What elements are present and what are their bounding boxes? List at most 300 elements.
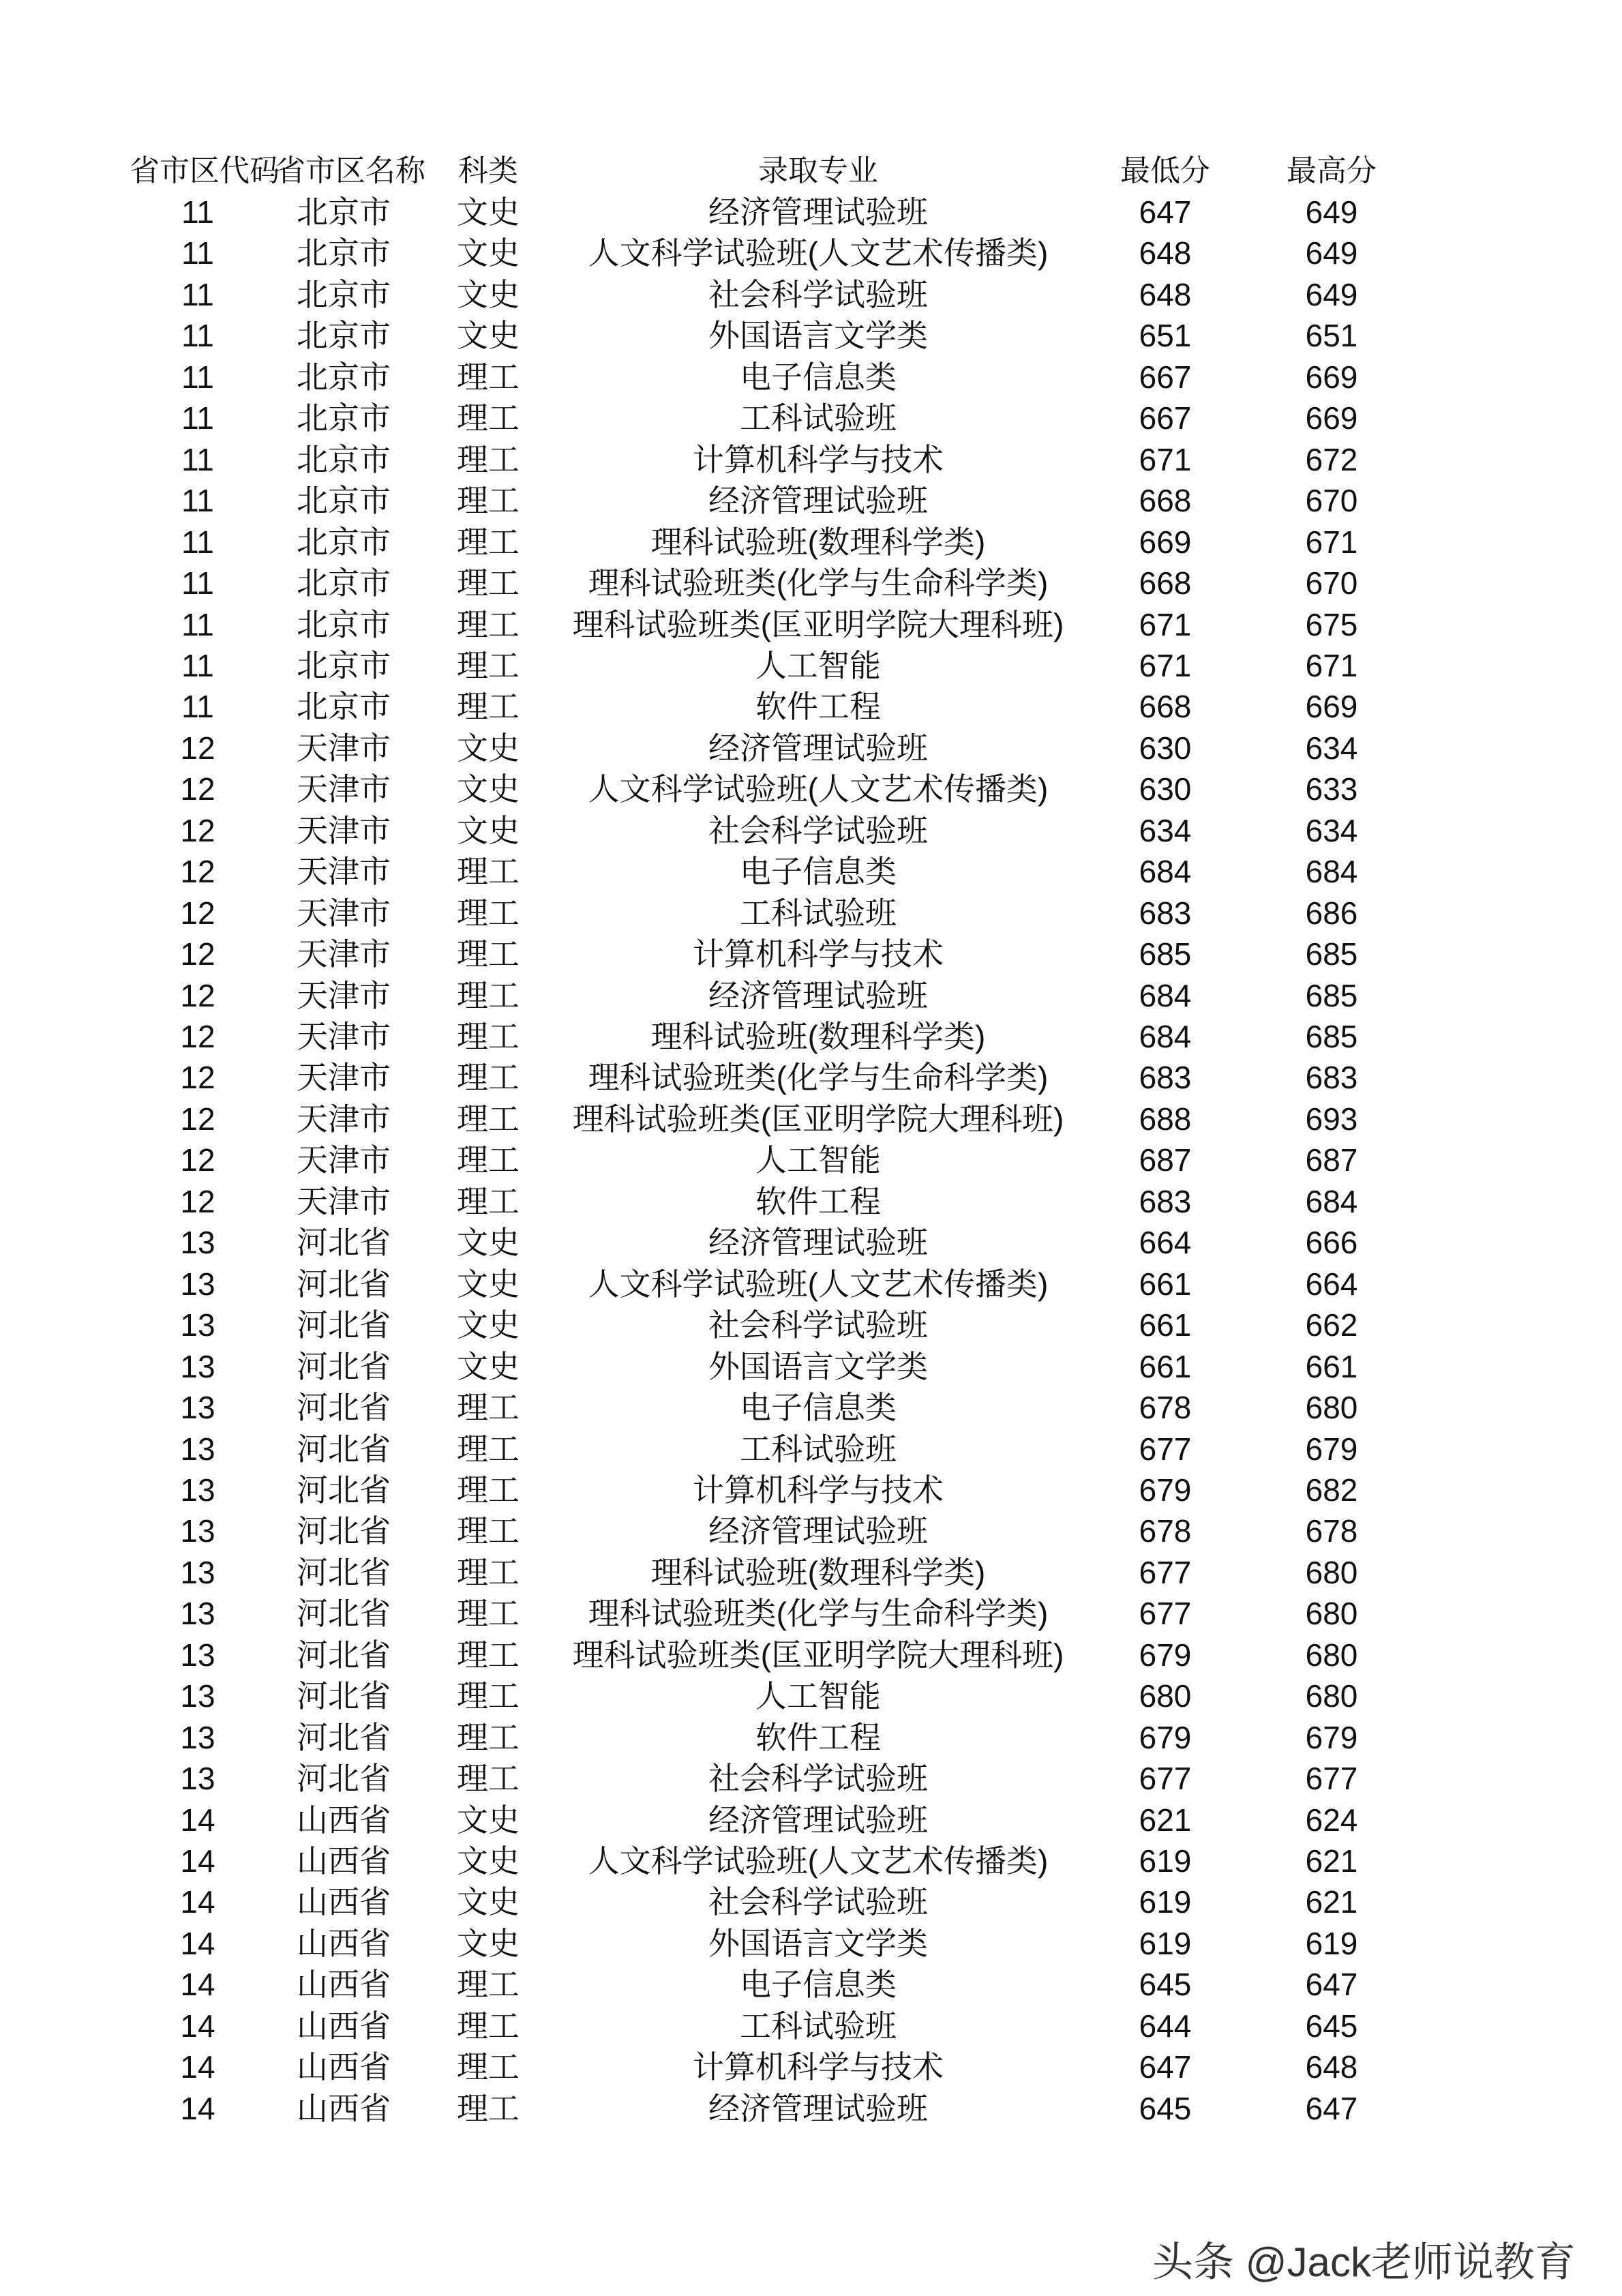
cell-major: 人工智能	[755, 647, 881, 683]
cell-code: 13	[180, 1266, 215, 1302]
cell-min-score: 645	[1139, 2090, 1192, 2126]
cell-type: 理工	[457, 1719, 520, 1755]
cell-min-score: 664	[1139, 1225, 1192, 1261]
cell-major: 电子信息类	[740, 854, 897, 890]
cell-max-score: 621	[1305, 1884, 1358, 1920]
cell-name: 河北省	[297, 1513, 391, 1549]
table-row	[0, 1387, 1622, 1428]
cell-type: 理工	[457, 1678, 520, 1714]
cell-code: 14	[180, 2008, 215, 2044]
cell-name: 河北省	[297, 1390, 391, 1426]
cell-name: 河北省	[297, 1637, 391, 1673]
table-row	[0, 2088, 1622, 2129]
cell-code: 13	[180, 1348, 215, 1384]
cell-code: 11	[181, 483, 214, 519]
cell-max-score: 675	[1305, 606, 1358, 642]
cell-max-score: 670	[1305, 565, 1358, 601]
cell-code: 12	[180, 854, 215, 890]
table-row	[0, 1304, 1622, 1345]
cell-type: 理工	[457, 1431, 520, 1467]
cell-min-score: 619	[1139, 1843, 1192, 1879]
cell-code: 13	[180, 1472, 215, 1508]
cell-max-score: 670	[1305, 483, 1358, 519]
cell-max-score: 680	[1305, 1554, 1358, 1590]
cell-type: 理工	[457, 483, 520, 519]
cell-major: 社会科学试验班	[708, 1307, 928, 1343]
cell-min-score: 683	[1139, 895, 1192, 931]
cell-major: 人文科学试验班(人文艺术传播类)	[588, 771, 1049, 807]
cell-major: 理科试验班类(化学与生命科学类)	[588, 1060, 1049, 1096]
cell-type: 理工	[457, 1390, 520, 1426]
cell-min-score: 677	[1139, 1596, 1192, 1632]
cell-type: 理工	[457, 854, 520, 890]
cell-max-score: 680	[1305, 1678, 1358, 1714]
cell-min-score: 648	[1139, 276, 1192, 312]
table-row	[0, 398, 1622, 438]
cell-max-score: 666	[1305, 1225, 1358, 1261]
table-row	[0, 233, 1622, 273]
cell-name: 河北省	[297, 1761, 391, 1797]
table-row	[0, 1552, 1622, 1593]
cell-name: 北京市	[297, 524, 391, 560]
cell-major: 经济管理试验班	[708, 483, 928, 519]
cell-code: 13	[180, 1225, 215, 1261]
cell-min-score: 647	[1139, 2049, 1192, 2085]
table-row	[0, 315, 1622, 356]
cell-major: 计算机科学与技术	[693, 1472, 944, 1508]
cell-min-score: 678	[1139, 1390, 1192, 1426]
cell-max-score: 669	[1305, 359, 1358, 395]
cell-code: 12	[180, 895, 215, 931]
cell-max-score: 633	[1305, 771, 1358, 807]
cell-max-score: 685	[1305, 977, 1358, 1013]
cell-name: 天津市	[297, 1019, 391, 1054]
cell-max-score: 678	[1305, 1513, 1358, 1549]
cell-code: 13	[180, 1637, 215, 1673]
cell-name: 天津市	[297, 1101, 391, 1137]
cell-name: 山西省	[297, 1843, 391, 1879]
cell-major: 工科试验班	[740, 400, 897, 436]
cell-major: 理科试验班(数理科学类)	[650, 1554, 986, 1590]
cell-code: 11	[181, 689, 214, 725]
cell-code: 12	[180, 1060, 215, 1096]
cell-major: 理科试验班类(化学与生命科学类)	[588, 1596, 1049, 1632]
cell-type: 文史	[457, 1348, 520, 1384]
cell-type: 理工	[457, 400, 520, 436]
cell-min-score: 678	[1139, 1513, 1192, 1549]
cell-code: 11	[181, 647, 214, 683]
cell-code: 11	[181, 400, 214, 436]
cell-type: 理工	[457, 2049, 520, 2085]
table-row	[0, 1264, 1622, 1304]
cell-type: 文史	[457, 1843, 520, 1879]
cell-min-score: 630	[1139, 730, 1192, 766]
cell-min-score: 630	[1139, 771, 1192, 807]
cell-major: 经济管理试验班	[708, 977, 928, 1013]
table-row	[0, 1139, 1622, 1180]
cell-max-score: 634	[1305, 730, 1358, 766]
cell-code: 14	[180, 2049, 215, 2085]
cell-min-score: 661	[1139, 1307, 1192, 1343]
cell-name: 北京市	[297, 400, 391, 436]
cell-major: 理科试验班(数理科学类)	[650, 524, 986, 560]
cell-min-score: 647	[1139, 194, 1192, 230]
table-row	[0, 357, 1622, 398]
cell-code: 12	[180, 812, 215, 848]
cell-min-score: 679	[1139, 1472, 1192, 1508]
cell-major: 电子信息类	[740, 1967, 897, 2003]
cell-name: 北京市	[297, 359, 391, 395]
cell-major: 社会科学试验班	[708, 812, 928, 848]
cell-min-score: 679	[1139, 1719, 1192, 1755]
cell-major: 软件工程	[755, 1719, 881, 1755]
cell-major: 人文科学试验班(人文艺术传播类)	[588, 1843, 1049, 1879]
cell-min-score: 679	[1139, 1637, 1192, 1673]
cell-code: 13	[180, 1761, 215, 1797]
cell-type: 理工	[457, 936, 520, 972]
cell-min-score: 669	[1139, 524, 1192, 560]
cell-type: 理工	[457, 1596, 520, 1632]
cell-max-score: 693	[1305, 1101, 1358, 1137]
table-row	[0, 1881, 1622, 1922]
cell-max-score: 671	[1305, 524, 1358, 560]
cell-type: 理工	[457, 2008, 520, 2044]
cell-name: 北京市	[297, 565, 391, 601]
cell-name: 河北省	[297, 1266, 391, 1302]
cell-code: 11	[181, 606, 214, 642]
cell-max-score: 621	[1305, 1843, 1358, 1879]
cell-name: 天津市	[297, 730, 391, 766]
cell-type: 理工	[457, 1967, 520, 2003]
cell-code: 13	[180, 1719, 215, 1755]
cell-min-score: 677	[1139, 1761, 1192, 1797]
cell-name: 天津市	[297, 1142, 391, 1178]
cell-major: 人工智能	[755, 1142, 881, 1178]
cell-min-score: 684	[1139, 977, 1192, 1013]
cell-type: 理工	[457, 1019, 520, 1054]
cell-max-score: 683	[1305, 1060, 1358, 1096]
cell-max-score: 648	[1305, 2049, 1358, 2085]
table-row	[0, 1840, 1622, 1881]
cell-major: 社会科学试验班	[708, 1761, 928, 1797]
cell-name: 河北省	[297, 1596, 391, 1632]
cell-min-score: 685	[1139, 936, 1192, 972]
cell-name: 北京市	[297, 194, 391, 230]
cell-type: 文史	[457, 730, 520, 766]
table-row	[0, 2046, 1622, 2087]
cell-max-score: 682	[1305, 1472, 1358, 1508]
cell-type: 理工	[457, 2090, 520, 2126]
cell-name: 河北省	[297, 1431, 391, 1467]
cell-major: 计算机科学与技术	[693, 936, 944, 972]
cell-major: 工科试验班	[740, 1431, 897, 1467]
cell-name: 天津市	[297, 977, 391, 1013]
table-row	[0, 769, 1622, 809]
cell-min-score: 619	[1139, 1884, 1192, 1920]
table-row	[0, 1429, 1622, 1470]
cell-type: 文史	[457, 1225, 520, 1261]
cell-major: 理科试验班类(匡亚明学院大理科班)	[572, 1637, 1064, 1673]
cell-name: 北京市	[297, 318, 391, 354]
cell-code: 14	[180, 2090, 215, 2126]
cell-name: 天津市	[297, 812, 391, 848]
table-row	[0, 1016, 1622, 1057]
cell-max-score: 619	[1305, 1925, 1358, 1961]
cell-max-score: 664	[1305, 1266, 1358, 1302]
cell-min-score: 684	[1139, 1019, 1192, 1054]
cell-type: 理工	[457, 606, 520, 642]
cell-code: 14	[180, 1925, 215, 1961]
cell-min-score: 661	[1139, 1348, 1192, 1384]
cell-name: 北京市	[297, 276, 391, 312]
cell-code: 14	[180, 1884, 215, 1920]
cell-name: 河北省	[297, 1225, 391, 1261]
cell-code: 12	[180, 977, 215, 1013]
cell-major: 经济管理试验班	[708, 1802, 928, 1838]
table-row	[0, 439, 1622, 480]
cell-name: 河北省	[297, 1307, 391, 1343]
cell-name: 山西省	[297, 1967, 391, 2003]
table-row	[0, 975, 1622, 1016]
cell-max-score: 687	[1305, 1142, 1358, 1178]
cell-min-score: 667	[1139, 359, 1192, 395]
cell-name: 山西省	[297, 2090, 391, 2126]
cell-type: 理工	[457, 1060, 520, 1096]
header-name: 省市区名称	[275, 154, 425, 188]
cell-code: 14	[180, 1843, 215, 1879]
cell-major: 电子信息类	[740, 1390, 897, 1426]
cell-min-score: 677	[1139, 1554, 1192, 1590]
cell-type: 理工	[457, 1513, 520, 1549]
cell-max-score: 679	[1305, 1719, 1358, 1755]
cell-max-score: 624	[1305, 1802, 1358, 1838]
cell-type: 理工	[457, 1637, 520, 1673]
cell-max-score: 662	[1305, 1307, 1358, 1343]
cell-code: 12	[180, 1019, 215, 1054]
cell-min-score: 668	[1139, 565, 1192, 601]
cell-min-score: 667	[1139, 400, 1192, 436]
cell-major: 计算机科学与技术	[693, 441, 944, 477]
cell-max-score: 672	[1305, 441, 1358, 477]
table-row	[0, 810, 1622, 851]
cell-code: 13	[180, 1513, 215, 1549]
cell-code: 13	[180, 1431, 215, 1467]
table-row	[0, 1964, 1622, 2005]
cell-type: 文史	[457, 276, 520, 312]
table-row	[0, 1923, 1622, 1964]
cell-name: 河北省	[297, 1719, 391, 1755]
cell-code: 14	[180, 1802, 215, 1838]
cell-max-score: 680	[1305, 1596, 1358, 1632]
cell-min-score: 644	[1139, 2008, 1192, 2044]
cell-code: 13	[180, 1307, 215, 1343]
cell-max-score: 684	[1305, 1183, 1358, 1219]
cell-max-score: 679	[1305, 1431, 1358, 1467]
table-row	[0, 645, 1622, 686]
cell-max-score: 649	[1305, 235, 1358, 271]
cell-min-score: 645	[1139, 1967, 1192, 2003]
cell-max-score: 647	[1305, 2090, 1358, 2126]
cell-type: 理工	[457, 1183, 520, 1219]
cell-name: 北京市	[297, 483, 391, 519]
cell-type: 文史	[457, 1925, 520, 1961]
table-row	[0, 2006, 1622, 2046]
table-row	[0, 1181, 1622, 1222]
cell-major: 理科试验班(数理科学类)	[650, 1019, 986, 1054]
cell-major: 经济管理试验班	[708, 194, 928, 230]
cell-name: 河北省	[297, 1472, 391, 1508]
cell-code: 13	[180, 1554, 215, 1590]
cell-code: 11	[181, 235, 214, 271]
cell-major: 工科试验班	[740, 895, 897, 931]
cell-major: 社会科学试验班	[708, 276, 928, 312]
cell-max-score: 677	[1305, 1761, 1358, 1797]
cell-min-score: 668	[1139, 483, 1192, 519]
cell-max-score: 661	[1305, 1348, 1358, 1384]
cell-name: 山西省	[297, 1884, 391, 1920]
cell-name: 天津市	[297, 895, 391, 931]
cell-max-score: 685	[1305, 936, 1358, 972]
table-row	[0, 1099, 1622, 1139]
cell-min-score: 671	[1139, 606, 1192, 642]
cell-type: 理工	[457, 565, 520, 601]
cell-major: 软件工程	[755, 1183, 881, 1219]
cell-min-score: 661	[1139, 1266, 1192, 1302]
cell-major: 经济管理试验班	[708, 1513, 928, 1549]
cell-code: 11	[181, 524, 214, 560]
cell-min-score: 668	[1139, 689, 1192, 725]
cell-code: 11	[181, 441, 214, 477]
cell-major: 外国语言文学类	[708, 1348, 928, 1384]
table-row	[0, 522, 1622, 563]
cell-name: 山西省	[297, 1802, 391, 1838]
cell-code: 13	[180, 1390, 215, 1426]
cell-min-score: 671	[1139, 647, 1192, 683]
cell-name: 北京市	[297, 606, 391, 642]
cell-name: 河北省	[297, 1678, 391, 1714]
cell-major: 电子信息类	[740, 359, 897, 395]
cell-code: 13	[180, 1678, 215, 1714]
cell-code: 14	[180, 1967, 215, 2003]
cell-major: 理科试验班类(匡亚明学院大理科班)	[572, 1101, 1064, 1137]
table-row	[0, 1593, 1622, 1634]
cell-major: 外国语言文学类	[708, 318, 928, 354]
cell-code: 11	[181, 276, 214, 312]
cell-name: 天津市	[297, 936, 391, 972]
table-row	[0, 728, 1622, 769]
cell-code: 11	[181, 194, 214, 230]
cell-max-score: 645	[1305, 2008, 1358, 2044]
cell-major: 经济管理试验班	[708, 2090, 928, 2126]
cell-code: 11	[181, 318, 214, 354]
table-row	[0, 604, 1622, 645]
cell-code: 12	[180, 936, 215, 972]
cell-code: 12	[180, 1101, 215, 1137]
cell-major: 人文科学试验班(人文艺术传播类)	[588, 235, 1049, 271]
header-max-score: 最高分	[1287, 154, 1377, 188]
cell-max-score: 634	[1305, 812, 1358, 848]
cell-min-score: 621	[1139, 1802, 1192, 1838]
cell-major: 软件工程	[755, 689, 881, 725]
cell-name: 北京市	[297, 647, 391, 683]
cell-min-score: 634	[1139, 812, 1192, 848]
header-code: 省市区代码	[130, 154, 280, 188]
cell-major: 理科试验班类(化学与生命科学类)	[588, 565, 1049, 601]
cell-name: 山西省	[297, 2008, 391, 2044]
cell-major: 计算机科学与技术	[693, 2049, 944, 2085]
cell-min-score: 671	[1139, 441, 1192, 477]
cell-min-score: 687	[1139, 1142, 1192, 1178]
cell-type: 理工	[457, 1101, 520, 1137]
cell-major: 经济管理试验班	[708, 1225, 928, 1261]
table-row	[0, 1758, 1622, 1799]
cell-name: 河北省	[297, 1348, 391, 1384]
table-row	[0, 1510, 1622, 1551]
cell-type: 理工	[457, 1761, 520, 1797]
cell-type: 理工	[457, 977, 520, 1013]
cell-type: 理工	[457, 1554, 520, 1590]
cell-type: 文史	[457, 318, 520, 354]
cell-max-score: 669	[1305, 689, 1358, 725]
table-row	[0, 1675, 1622, 1716]
cell-name: 山西省	[297, 2049, 391, 2085]
cell-name: 天津市	[297, 771, 391, 807]
table-row	[0, 851, 1622, 892]
cell-max-score: 671	[1305, 647, 1358, 683]
cell-major: 人工智能	[755, 1678, 881, 1714]
cell-max-score: 684	[1305, 854, 1358, 890]
cell-major: 外国语言文学类	[708, 1925, 928, 1961]
cell-max-score: 669	[1305, 400, 1358, 436]
cell-type: 理工	[457, 895, 520, 931]
cell-type: 理工	[457, 647, 520, 683]
cell-major: 社会科学试验班	[708, 1884, 928, 1920]
cell-major: 人文科学试验班(人文艺术传播类)	[588, 1266, 1049, 1302]
cell-name: 北京市	[297, 235, 391, 271]
cell-name: 天津市	[297, 1060, 391, 1096]
cell-min-score: 680	[1139, 1678, 1192, 1714]
cell-major: 工科试验班	[740, 2008, 897, 2044]
table-row	[0, 192, 1622, 233]
table-row	[0, 1346, 1622, 1387]
cell-max-score: 680	[1305, 1637, 1358, 1673]
cell-type: 理工	[457, 441, 520, 477]
cell-code: 12	[180, 1142, 215, 1178]
cell-max-score: 685	[1305, 1019, 1358, 1054]
table-row	[0, 934, 1622, 974]
cell-type: 理工	[457, 359, 520, 395]
cell-code: 12	[180, 730, 215, 766]
cell-major: 理科试验班类(匡亚明学院大理科班)	[572, 606, 1064, 642]
cell-name: 河北省	[297, 1554, 391, 1590]
cell-max-score: 686	[1305, 895, 1358, 931]
table-row	[0, 686, 1622, 727]
cell-type: 理工	[457, 689, 520, 725]
table-row	[0, 1717, 1622, 1758]
cell-min-score: 648	[1139, 235, 1192, 271]
table-header	[0, 151, 1622, 192]
cell-min-score: 677	[1139, 1431, 1192, 1467]
cell-min-score: 683	[1139, 1183, 1192, 1219]
cell-max-score: 651	[1305, 318, 1358, 354]
table-row	[0, 1222, 1622, 1263]
cell-type: 文史	[457, 812, 520, 848]
table-row	[0, 1057, 1622, 1098]
cell-code: 12	[180, 771, 215, 807]
cell-type: 理工	[457, 1472, 520, 1508]
cell-name: 天津市	[297, 854, 391, 890]
table-row	[0, 480, 1622, 521]
